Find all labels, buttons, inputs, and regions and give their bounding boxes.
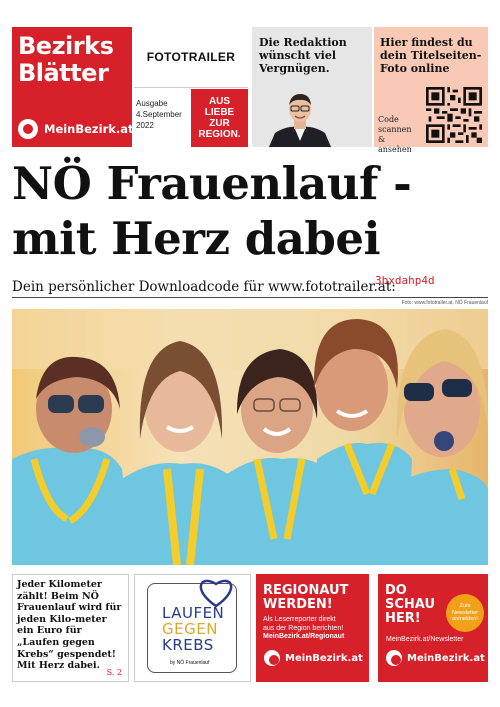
sun-logo-icon xyxy=(386,650,402,666)
regionaut-brand-label: MeinBezirk.at xyxy=(285,652,363,664)
page-reference: S. 2 xyxy=(106,668,122,677)
story-teaser[interactable] xyxy=(12,574,129,682)
regionaut-brand xyxy=(264,650,363,666)
laufen-line1: LAUFEN xyxy=(162,604,225,622)
brand-site-label: MeinBezirk.at xyxy=(44,122,134,136)
newsletter-badge xyxy=(446,594,484,632)
download-code[interactable]: 3bxdahp4d xyxy=(375,274,435,287)
editorial-text: Die Redaktion wünscht viel Vergnügen. xyxy=(259,36,347,75)
newsletter-brand-label: MeinBezirk.at xyxy=(407,652,485,664)
qr-code-icon[interactable] xyxy=(426,87,482,143)
editor-portrait-image xyxy=(269,89,331,147)
headline-line1: NÖ Frauenlauf - xyxy=(12,157,412,210)
download-text: Dein persönlicher Downloadcode für www.fototrailer.at: xyxy=(12,279,396,295)
newsletter-ad[interactable] xyxy=(378,574,488,682)
sun-logo-icon xyxy=(18,119,38,139)
brand-name-line2: Blätter xyxy=(18,59,109,87)
sun-logo-icon xyxy=(264,650,280,666)
headline xyxy=(12,156,492,266)
issue-date: 4.September 2022 xyxy=(136,110,182,130)
newsletter-badge-text: Zum Newsletter anmelden! xyxy=(452,603,478,623)
headline-line2: mit Herz dabei xyxy=(12,212,381,265)
newsletter-url: MeinBezirk.at/Newsletter xyxy=(386,636,464,643)
divider xyxy=(134,87,248,88)
regionaut-sub2: aus der Region berichten! xyxy=(263,624,344,632)
brand-name-line1: Bezirks xyxy=(18,32,114,60)
story-teaser-text: Jeder Kilometer zählt! Beim NÖ Frauenlauf wird für jeden Kilo-meter ein Euro für „Laufen gegen Krebs“ gespendet! Mit Herz dabei. xyxy=(17,579,122,672)
issue-label: Ausgabe xyxy=(136,99,168,108)
regionaut-title: REGIONAUT WERDEN! xyxy=(263,583,349,612)
laufen-by-label: by NÖ Frauenlauf xyxy=(170,660,210,666)
editorial-panel xyxy=(252,27,372,147)
slogan-text: AUS LIEBE ZUR REGION. xyxy=(198,96,241,140)
regionaut-subtext xyxy=(263,616,344,642)
brand-site xyxy=(18,119,134,139)
regionaut-ad[interactable] xyxy=(256,574,369,682)
slogan-box xyxy=(191,89,248,147)
brand-name xyxy=(18,33,113,87)
cover-photo-panel xyxy=(374,27,488,154)
product-title: FOTOTRAILER xyxy=(146,50,236,64)
divider-rule xyxy=(12,297,488,298)
regionaut-url: MeinBezirk.at/Regionaut xyxy=(263,633,345,640)
newsletter-brand xyxy=(386,650,485,666)
laufen-gegen-krebs-ad[interactable] xyxy=(134,574,251,682)
laufen-line3: KREBS xyxy=(162,636,214,654)
laufen-gegen-krebs-logo xyxy=(147,583,237,673)
issue-info xyxy=(136,98,190,131)
newsletter-title: DO SCHAU HER! xyxy=(385,583,436,626)
laufen-line2: GEGEN xyxy=(162,620,218,638)
cover-text: Hier findest du dein Titelseiten-Foto online xyxy=(380,36,482,75)
photo-credit: Foto: www.fototrailer.at, NÖ Frauenlauf xyxy=(401,300,488,306)
brand-logo[interactable] xyxy=(12,27,132,147)
qr-hint: Code scannen & ansehen xyxy=(378,115,412,154)
regionaut-sub1: Als Leserreporter direkt xyxy=(263,616,336,623)
group-photo-image[interactable] xyxy=(12,309,488,565)
